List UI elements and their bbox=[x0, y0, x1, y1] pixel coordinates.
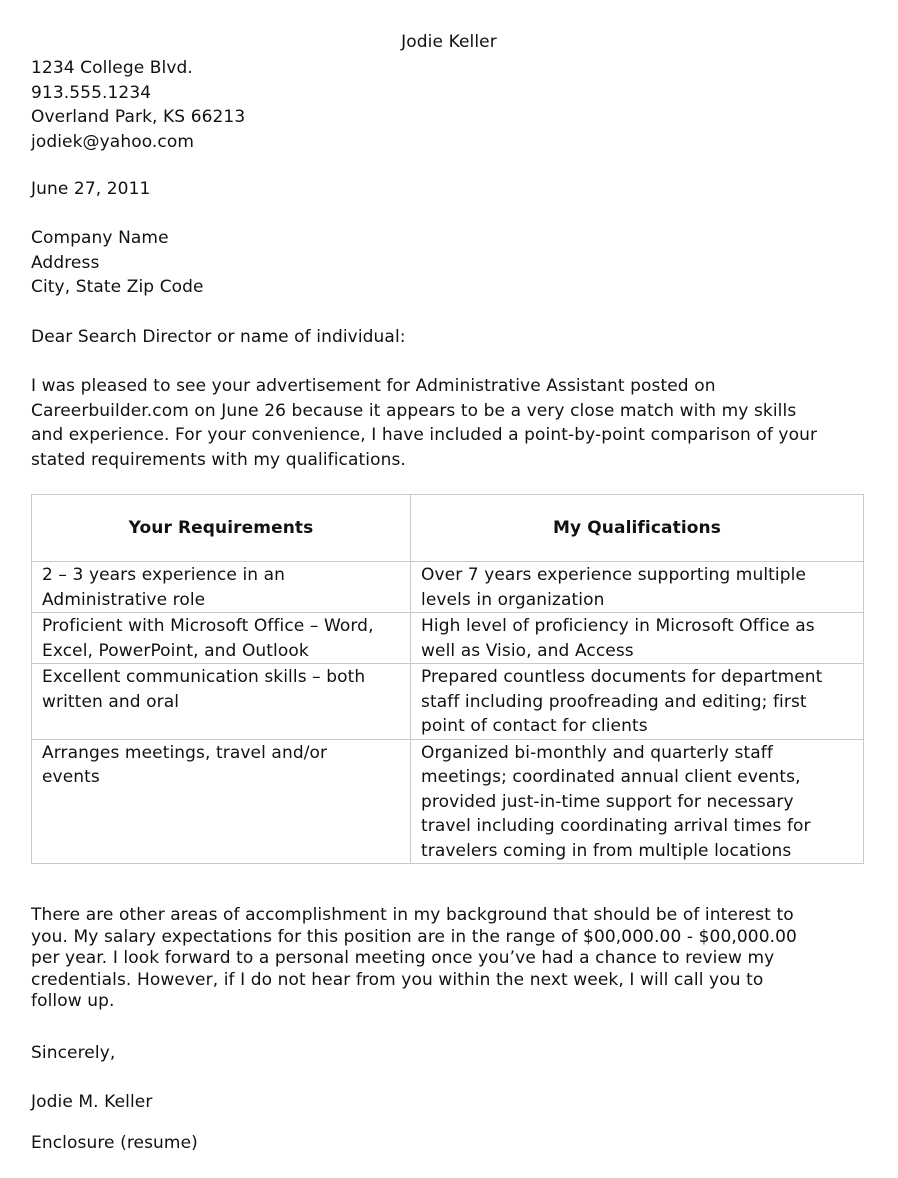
closing-line: per year. I look forward to a personal meeting once you’ve had a chance to review my bbox=[31, 948, 775, 968]
intro-line: stated requirements with my qualifications. bbox=[31, 449, 406, 470]
cell-line: Arranges meetings, travel and/or bbox=[42, 742, 328, 763]
requirements-comparison-table bbox=[31, 494, 864, 864]
cell-line: written and oral bbox=[42, 691, 180, 712]
cell-line: Excel, PowerPoint, and Outlook bbox=[42, 640, 309, 661]
requirements-column-header: Your Requirements bbox=[32, 495, 411, 562]
cell-line: levels in organization bbox=[421, 589, 605, 610]
recipient-city-state-zip: City, State Zip Code bbox=[31, 277, 204, 297]
table-row bbox=[32, 613, 864, 664]
requirement-cell bbox=[32, 664, 411, 740]
closing-line: credentials. However, if I do not hear from you within the next week, I will call you to bbox=[31, 969, 764, 990]
qualifications-column-header: My Qualifications bbox=[411, 495, 864, 562]
requirement-cell bbox=[32, 739, 411, 864]
cell-line: point of contact for clients bbox=[421, 716, 648, 736]
table-header-row bbox=[32, 495, 864, 562]
cell-line: Excellent communication skills – both bbox=[42, 667, 366, 687]
table-row bbox=[32, 664, 864, 740]
intro-paragraph bbox=[31, 374, 871, 472]
closing-paragraph bbox=[31, 905, 871, 1013]
intro-line: and experience. For your convenience, I have included a point-by-point comparison of your bbox=[31, 425, 818, 445]
requirement-cell bbox=[32, 613, 411, 664]
cell-line: travelers coming in from multiple locations bbox=[421, 840, 792, 861]
cell-line: events bbox=[42, 767, 100, 787]
cell-line: provided just-in-time support for necessary bbox=[421, 791, 794, 812]
intro-line: Careerbuilder.com on June 26 because it appears to be a very close match with my skills bbox=[31, 400, 797, 421]
sender-phone: 913.555.1234 bbox=[31, 82, 152, 103]
requirement-cell bbox=[32, 562, 411, 613]
table-row bbox=[32, 562, 864, 613]
sender-email: jodiek@yahoo.com bbox=[31, 131, 195, 152]
qualification-cell bbox=[411, 664, 864, 740]
sign-off: Sincerely, bbox=[31, 1043, 116, 1063]
recipient-address: Address bbox=[31, 252, 100, 273]
closing-line: There are other areas of accomplishment in my background that should be of interest to bbox=[31, 905, 794, 925]
sender-name-heading: Jodie Keller bbox=[401, 32, 497, 52]
enclosure-note: Enclosure (resume) bbox=[31, 1133, 198, 1153]
cell-line: Over 7 years experience supporting multiple bbox=[421, 565, 807, 585]
sender-contact-block bbox=[31, 56, 871, 154]
sender-city-state-zip: Overland Park, KS 66213 bbox=[31, 107, 246, 127]
cell-line: well as Visio, and Access bbox=[421, 640, 634, 661]
cell-line: travel including coordinating arrival times for bbox=[421, 816, 811, 836]
intro-line: I was pleased to see your advertisement for Administrative Assistant posted on bbox=[31, 376, 716, 396]
recipient-block bbox=[31, 226, 871, 300]
table-row bbox=[32, 739, 864, 864]
cell-line: Prepared countless documents for department bbox=[421, 667, 823, 687]
cell-line: staff including proofreading and editing; first bbox=[421, 691, 807, 712]
cell-line: 2 – 3 years experience in an bbox=[42, 565, 286, 585]
qualification-cell bbox=[411, 562, 864, 613]
cell-line: meetings; coordinated annual client events, bbox=[421, 767, 801, 787]
cell-line: High level of proficiency in Microsoft Office as bbox=[421, 616, 815, 636]
letter-date: June 27, 2011 bbox=[31, 179, 151, 199]
recipient-company: Company Name bbox=[31, 228, 169, 248]
closing-line: follow up. bbox=[31, 991, 115, 1011]
salutation: Dear Search Director or name of individual: bbox=[31, 327, 406, 347]
cell-line: Administrative role bbox=[42, 589, 206, 610]
qualification-cell bbox=[411, 613, 864, 664]
signature-name: Jodie M. Keller bbox=[31, 1092, 153, 1112]
qualification-cell bbox=[411, 739, 864, 864]
cell-line: Proficient with Microsoft Office – Word, bbox=[42, 616, 374, 636]
sender-address: 1234 College Blvd. bbox=[31, 58, 193, 78]
cell-line: Organized bi-monthly and quarterly staff bbox=[421, 742, 773, 763]
closing-line: you. My salary expectations for this position are in the range of $00,000.00 - $00,000.00 bbox=[31, 926, 797, 947]
